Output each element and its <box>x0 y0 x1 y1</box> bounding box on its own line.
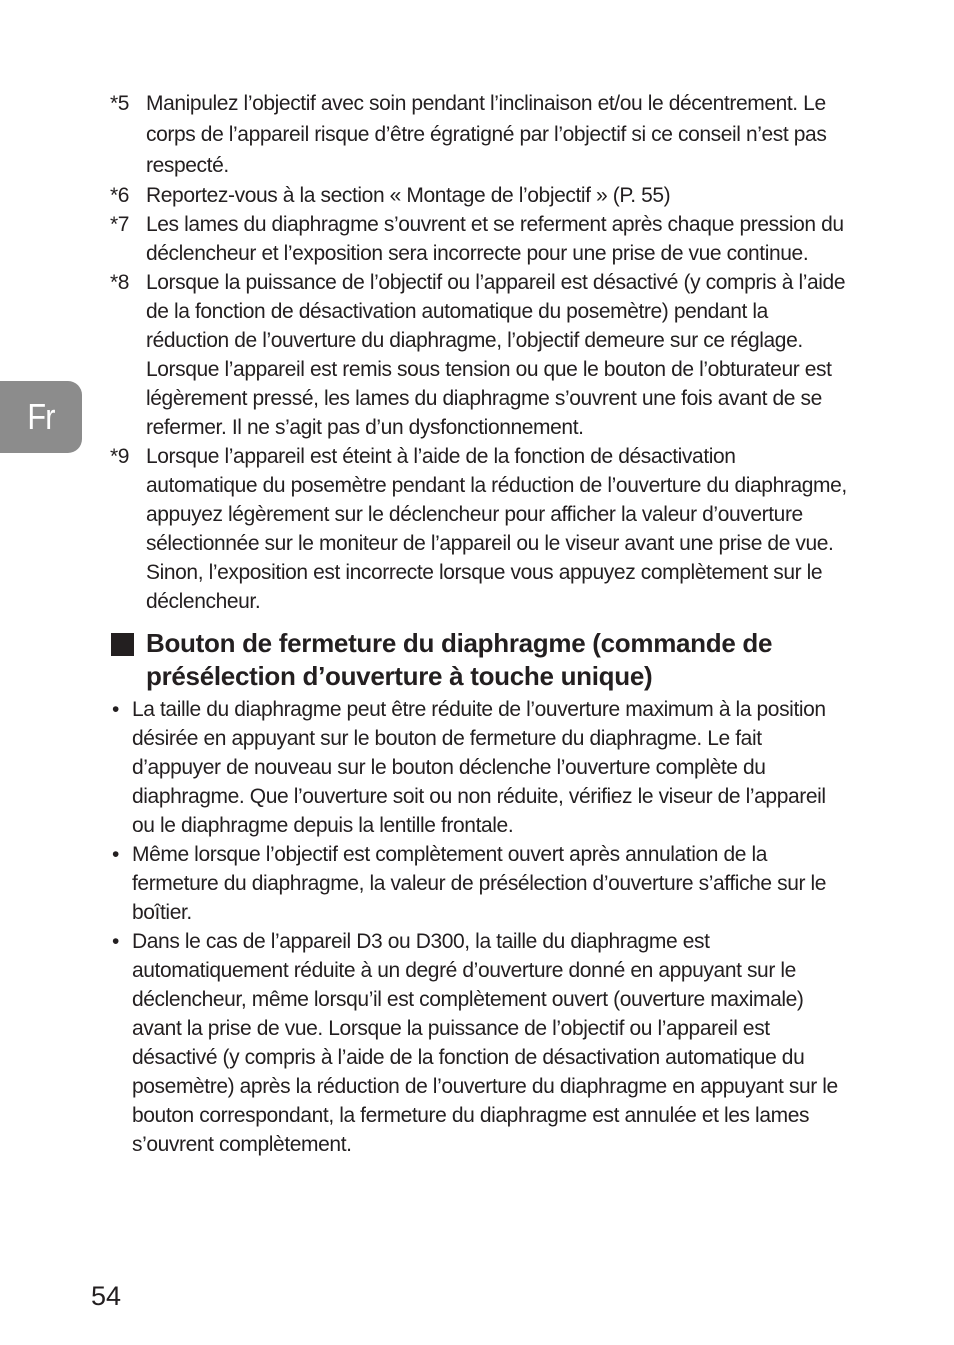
section-title: Bouton de fermeture du diaphragme (commande de présélection d’ouverture à touche unique) <box>146 628 773 691</box>
language-tab-label: Fr <box>27 396 55 437</box>
footnote-text: Reportez-vous à la section « Montage de l’objectif » (P. 55) <box>146 184 671 207</box>
bullet-icon: • <box>112 843 119 866</box>
footnote-5 <box>110 88 850 181</box>
square-bullet-icon <box>111 633 134 656</box>
language-tab <box>0 381 82 453</box>
footnote-number: *5 <box>110 92 130 115</box>
bullet-icon: • <box>112 698 119 721</box>
footnote-number: *6 <box>110 184 130 207</box>
list-item-text: Dans le cas de l’appareil D3 ou D300, la taille du diaphragme est automatiquement réduite à un degré d’ouverture donné en appuyant sur le déclencheur, même lorsqu’il est complètement ouvert (ouverture maximale) avant la prise de vue. Lorsque la puissance de l’objectif ou l’appareil est désactivé (y compris à l’aide de la fonction de désactivation automatique du posemètre) après la réduction de l’ouverture du diaphragme en appuyant sur le bouton correspondant, la fermeture du diaphragme est annulée et les lames s’ouvrent complètement. <box>132 930 838 1156</box>
footnote-7 <box>110 210 850 268</box>
page-content <box>110 88 850 1159</box>
footnote-text: Lorsque l’appareil est éteint à l’aide de la fonction de désactivation automatique du posemètre pendant la réduction de l’ouverture du diaphragme, appuyez légèrement sur le déclencheur pour afficher la valeur d’ouverture sélectionnée sur le moniteur de l’appareil ou le viseur avant une prise de vue. Sinon, l’exposition est incorrecte lorsque vous appuyez complètement sur le déclencheur. <box>146 445 847 613</box>
bullet-icon: • <box>112 930 119 953</box>
list-item <box>110 840 850 927</box>
section-heading <box>110 627 850 693</box>
footnote-number: *7 <box>110 213 130 236</box>
bullet-list <box>110 695 850 1159</box>
footnote-text: Manipulez l’objectif avec soin pendant l’inclinaison et/ou le décentrement. Le corps de l’appareil risque d’être égratigné par l’objectif si ce conseil n’est pas respecté. <box>146 92 827 177</box>
footnote-8 <box>110 268 850 442</box>
list-item <box>110 927 850 1159</box>
footnote-6 <box>110 181 850 210</box>
footnote-text: Lorsque la puissance de l’objectif ou l’appareil est désactivé (y compris à l’aide de la fonction de désactivation automatique du posemètre) pendant la réduction de l’ouverture du diaphragme, l’objectif demeure sur ce réglage. Lorsque l’appareil est remis sous tension ou que le bouton de l’obturateur est légèrement pressé, les lames du diaphragme s’ouvrent une fois avant de se refermer. Il ne s’agit pas d’un dysfonctionnement. <box>146 271 846 439</box>
list-item-text: Même lorsque l’objectif est complètement ouvert après annulation de la fermeture du diaphragme, la valeur de présélection d’ouverture s’affiche sur le boîtier. <box>132 843 827 924</box>
page-number: 54 <box>91 1281 122 1311</box>
footnote-9 <box>110 442 850 616</box>
footnote-text: Les lames du diaphragme s’ouvrent et se referment après chaque pression du déclencheur et l’exposition sera incorrecte pour une prise de vue continue. <box>146 213 844 265</box>
list-item-text: La taille du diaphragme peut être réduite de l’ouverture maximum à la position désirée en appuyant sur le bouton de fermeture du diaphragme. Le fait d’appuyer de nouveau sur le bouton déclenche l’ouverture complète du diaphragme. Que l’ouverture soit ou non réduite, vérifiez le viseur de l’appareil ou le diaphragme depuis la lentille frontale. <box>132 698 826 837</box>
footnote-number: *9 <box>110 445 130 468</box>
footnote-number: *8 <box>110 271 130 294</box>
list-item <box>110 695 850 840</box>
